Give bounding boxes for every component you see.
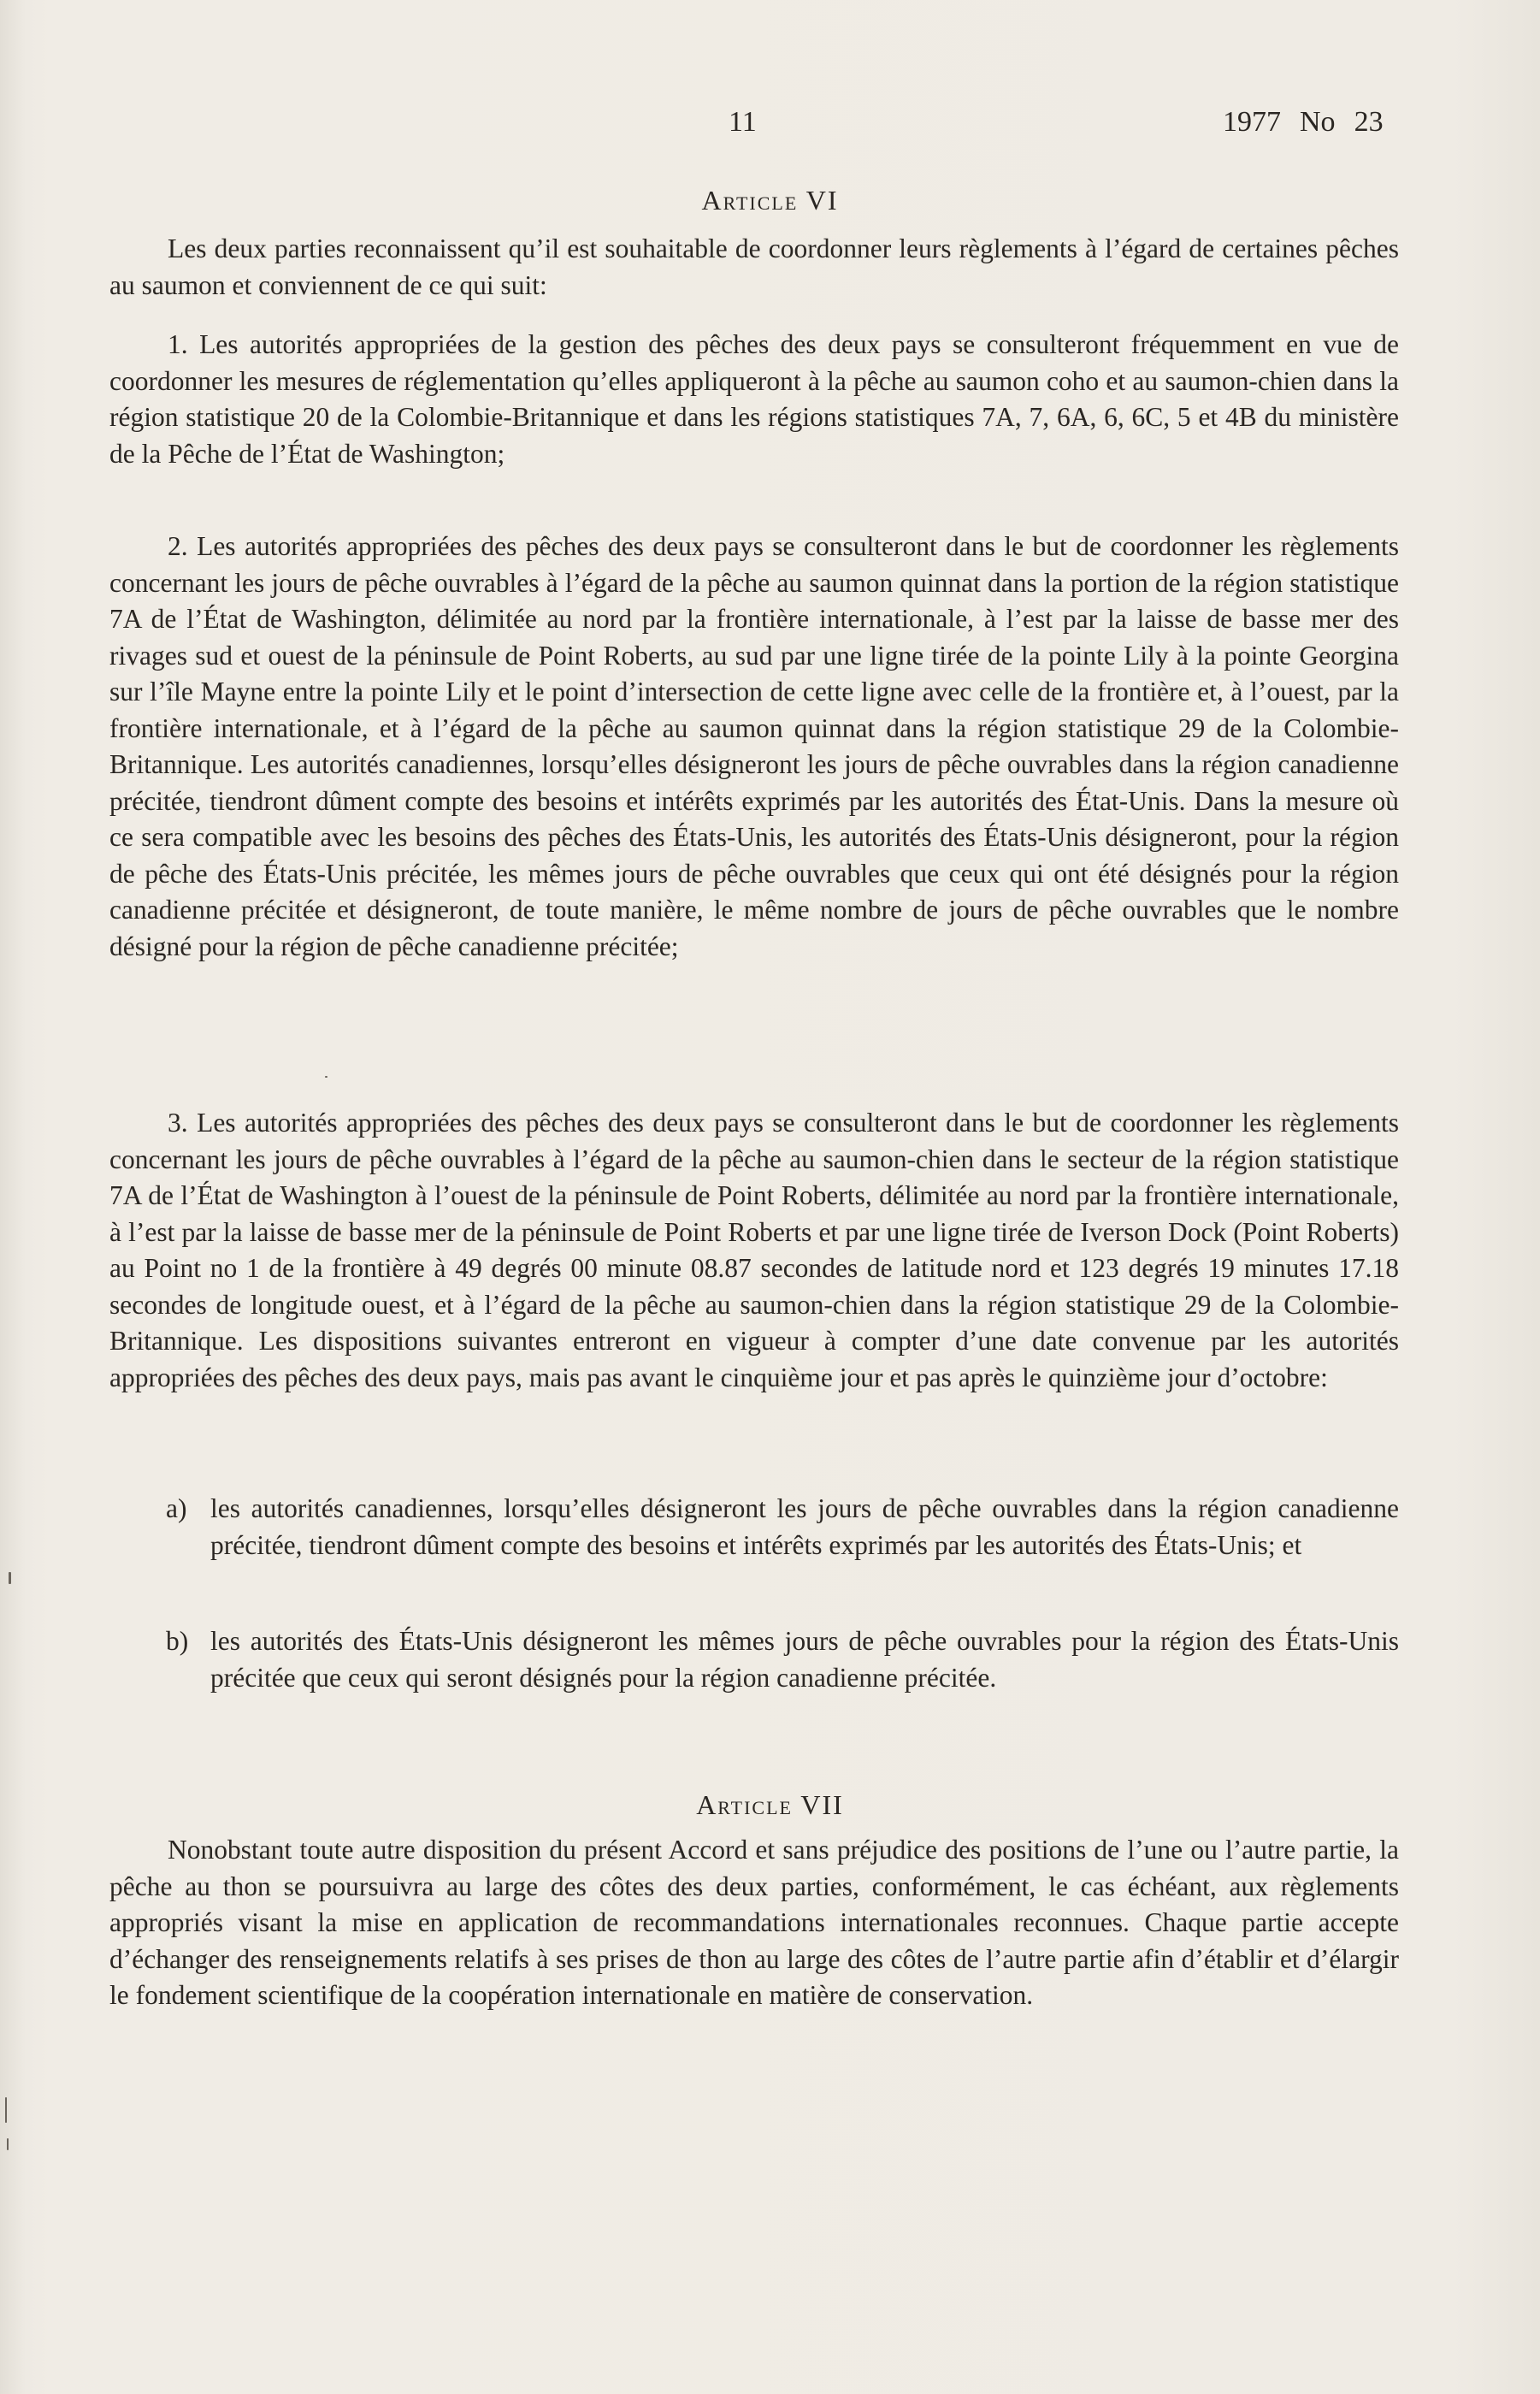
list-item-text: les autorités canadiennes, lorsqu’elles désigneront les jours de pêche ouvrables dans la région canadienne précitée, tiendront dûment compte des besoins et intérêts exprimés par les autorités des États-Unis; et xyxy=(210,1493,1399,1560)
article-vii-paragraph: Nonobstant toute autre disposition du présent Accord et sans préjudice des positions de l’une ou l’autre partie, la pêche au thon se poursuivra au large des côtes des deux parties, conformément, le cas échéant, aux règlements appropriés visant la mise en application de recommandations internationales reconnues. Chaque partie accepte d’échanger des renseignements relatifs à ses prises de thon au large des côtes de l’autre partie afin d’établir et d’élargir le fondement scientifique de la coopération internationale en matière de conservation. xyxy=(109,1835,1399,2010)
page-header xyxy=(0,106,1540,140)
scan-speck xyxy=(325,1076,327,1078)
article-vii-heading: Article VII xyxy=(696,1789,844,1820)
list-marker: b) xyxy=(166,1626,189,1656)
list-marker: a) xyxy=(166,1493,187,1523)
article-vi-paragraph-3: 3. Les autorités appropriées des pêches des deux pays se consulteront dans le but de coordonner les règlements concernant les jours de pêche ouvrables à l’égard de la pêche au saumon-chien dans le secteur de la région statistique 7A de l’État de Washington à l’ouest de la péninsule de Point Roberts, délimitée au nord par la frontière internationale, à l’est par la laisse de basse mer de la péninsule de Point Roberts et par une ligne tirée de Iverson Dock (Point Roberts) au Point no 1 de la frontière à 49 degrés 00 minute 08.87 secondes de latitude nord et 123 degrés 19 minutes 17.18 secondes de longitude ouest, et à l’égard de la pêche au saumon-chien dans la région statistique 29 de la Colombie-Britannique. Les dispositions suivantes entreront en vigueur à compter d’une date convenue par les autorités appropriées des pêches des deux pays, mais pas avant le cinquième jour et pas après le quinzième jour d’octobre: xyxy=(109,1108,1399,1392)
publication-year: 1977 xyxy=(1223,106,1281,138)
scan-speck xyxy=(9,1572,11,1584)
list-item-text: les autorités des États-Unis désigneront les mêmes jours de pêche ouvrables pour la région des États-Unis précitée que ceux qui seront désignés pour la région canadienne précitée. xyxy=(210,1626,1399,1693)
list-item-a xyxy=(166,1491,1399,1563)
scan-speck xyxy=(5,2097,7,2123)
publication-reference xyxy=(1223,106,1384,139)
publication-number: 23 xyxy=(1354,106,1384,138)
article-vi-paragraph-2: 2. Les autorités appropriées des pêches des deux pays se consulteront dans le but de coordonner les règlements concernant les jours de pêche ouvrables à l’égard de la pêche au saumon quinnat dans la portion de la région statistique 7A de l’État de Washington, délimitée au nord par la frontière internationale, à l’est par la laisse de basse mer des rivages sud et ouest de la péninsule de Point Roberts, au sud par une ligne tirée de la pointe Lily à la pointe Georgina sur l’île Mayne entre la pointe Lily et le point d’intersection de cette ligne avec celle de la frontière et, à l’ouest, par la frontière internationale, et à l’égard de la pêche au saumon quinnat dans la région statistique 29 de la Colombie-Britannique. Les autorités canadiennes, lorsqu’elles désigneront les jours de pêche ouvrables dans la région canadienne précitée, tiendront dûment compte des besoins et intérêts exprimés par les autorités des État-Unis. Dans la mesure où ce sera compatible avec les besoins des pêches des États-Unis, les autorités des États-Unis désigneront, pour la région de pêche des États-Unis précitée, les mêmes jours de pêche ouvrables que ceux qui ont été désignés pour la région canadienne précitée et désigneront, de toute manière, le même nombre de jours de pêche ouvrables que le nombre désigné pour la région de pêche canadienne précitée; xyxy=(109,531,1399,961)
list-item-b xyxy=(166,1623,1399,1696)
scan-speck xyxy=(7,2138,9,2150)
page-number: 11 xyxy=(729,106,757,138)
number-sign: No xyxy=(1300,106,1336,138)
article-vi-intro: Les deux parties reconnaissent qu’il est souhaitable de coordonner leurs règlements à l’égard de certaines pêches au saumon et conviennent de ce qui suit: xyxy=(109,233,1399,300)
article-vi-paragraph-1: 1. Les autorités appropriées de la gestion des pêches des deux pays se consulteront fréquemment en vue de coordonner les mesures de réglementation qu’elles appliqueront à la pêche au saumon coho et au saumon-chien dans la région statistique 20 de la Colombie-Britannique et dans les régions statistiques 7A, 7, 6A, 6, 6C, 5 et 4B du ministère de la Pêche de l’État de Washington; xyxy=(109,329,1399,469)
article-vi-heading: Article VI xyxy=(701,185,839,216)
